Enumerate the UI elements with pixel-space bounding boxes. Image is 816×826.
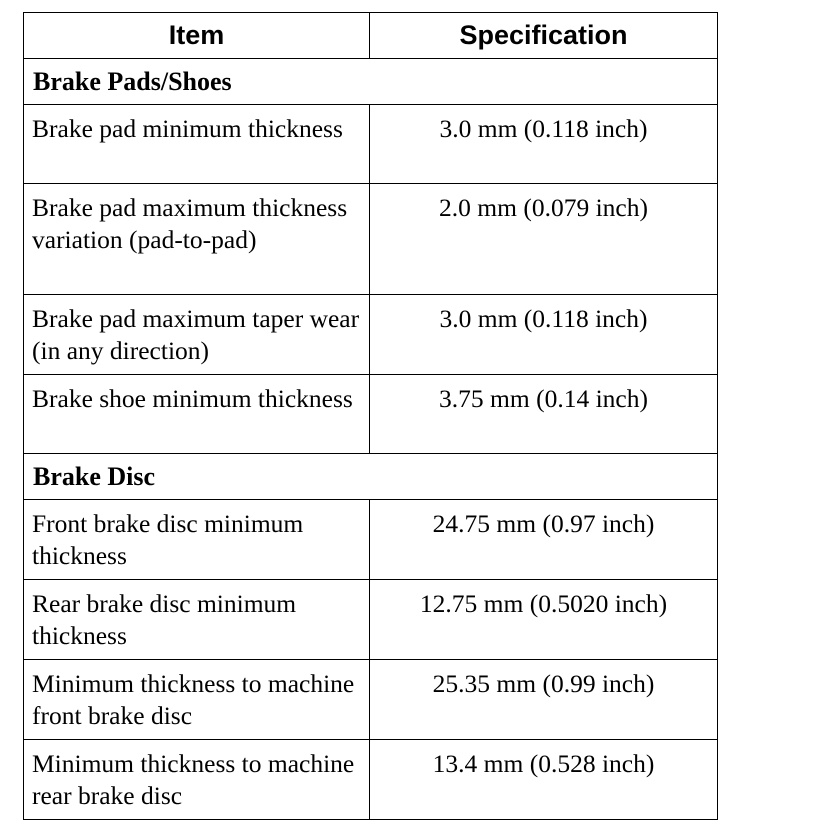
section-title: Brake Disc	[24, 454, 718, 500]
item-cell: Brake pad maximum taper wear (in any direction)	[24, 295, 370, 375]
section-title: Brake Pads/Shoes	[24, 59, 718, 105]
table-row	[24, 184, 718, 295]
item-column-header: Item	[24, 13, 370, 59]
table-row	[24, 580, 718, 660]
item-cell: Minimum thickness to machine rear brake disc	[24, 740, 370, 820]
table-row	[24, 500, 718, 580]
specification-cell: 2.0 mm (0.079 inch)	[370, 184, 718, 295]
specification-column-header: Specification	[370, 13, 718, 59]
table-header-row	[24, 13, 718, 59]
item-cell: Minimum thickness to machine front brake disc	[24, 660, 370, 740]
item-cell: Front brake disc minimum thickness	[24, 500, 370, 580]
table-row	[24, 105, 718, 184]
specification-cell: 25.35 mm (0.99 inch)	[370, 660, 718, 740]
item-cell: Brake shoe minimum thickness	[24, 375, 370, 454]
specification-cell: 24.75 mm (0.97 inch)	[370, 500, 718, 580]
item-cell: Brake pad maximum thickness variation (pad-to-pad)	[24, 184, 370, 295]
item-cell: Rear brake disc minimum thickness	[24, 580, 370, 660]
specification-cell: 3.0 mm (0.118 inch)	[370, 105, 718, 184]
specification-cell: 3.0 mm (0.118 inch)	[370, 295, 718, 375]
table-row	[24, 740, 718, 820]
specification-cell: 3.75 mm (0.14 inch)	[370, 375, 718, 454]
table-row	[24, 375, 718, 454]
section-row-brake-pads-shoes	[24, 59, 718, 105]
table-row	[24, 660, 718, 740]
specification-cell: 13.4 mm (0.528 inch)	[370, 740, 718, 820]
specification-cell: 12.75 mm (0.5020 inch)	[370, 580, 718, 660]
item-cell: Brake pad minimum thickness	[24, 105, 370, 184]
brake-specification-table	[23, 12, 718, 820]
section-row-brake-disc	[24, 454, 718, 500]
table-row	[24, 295, 718, 375]
